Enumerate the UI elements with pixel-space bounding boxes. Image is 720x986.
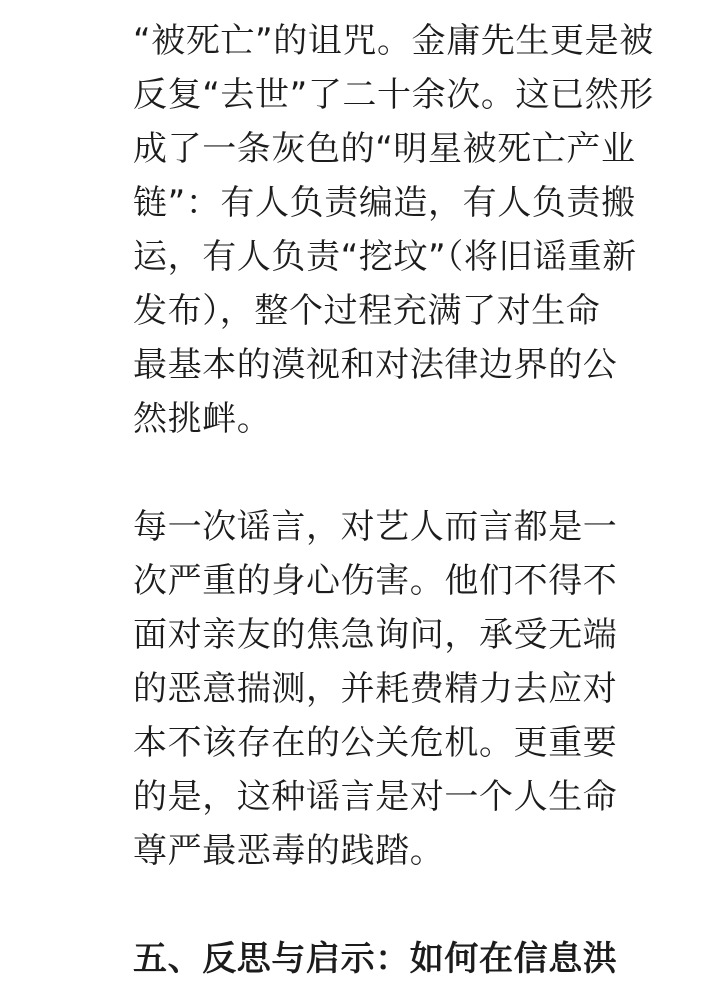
text-line: 每一次谣言，对艺人而言都是一 (133, 507, 618, 547)
paragraph-2 (133, 500, 693, 878)
text-line: “被死亡”的诅咒。金庸先生更是被 (133, 21, 654, 61)
text-line: 最基本的漠视和对法律边界的公 (133, 345, 618, 385)
paragraph-spacer (133, 878, 693, 932)
text-line: 次严重的身心伤害。他们不得不 (133, 561, 618, 601)
text-line: 尊严最恶毒的践踏。 (133, 831, 445, 871)
text-line: 然挑衅。 (133, 399, 272, 439)
text-line: 发布），整个过程充满了对生命 (133, 291, 601, 331)
paragraph-1 (133, 14, 693, 446)
text-line: 面对亲友的焦急询问，承受无端 (133, 615, 618, 655)
section-heading: 五、反思与启示：如何在信息洪 (133, 939, 618, 979)
article-body (133, 14, 693, 986)
text-line: 本不该存在的公关危机。更重要 (133, 723, 618, 763)
text-line: 的恶意揣测，并耗费精力去应对 (133, 669, 618, 709)
text-line: 运，有人负责“挖坟”（将旧谣重新 (133, 237, 637, 277)
text-line: 的是，这种谣言是对一个人生命 (133, 777, 618, 817)
text-line: 链”：有人负责编造，有人负责搬 (133, 183, 636, 223)
text-line: 反复“去世”了二十余次。这已然形 (133, 75, 654, 115)
text-line: 成了一条灰色的“明星被死亡产业 (133, 129, 636, 169)
paragraph-spacer (133, 446, 693, 500)
